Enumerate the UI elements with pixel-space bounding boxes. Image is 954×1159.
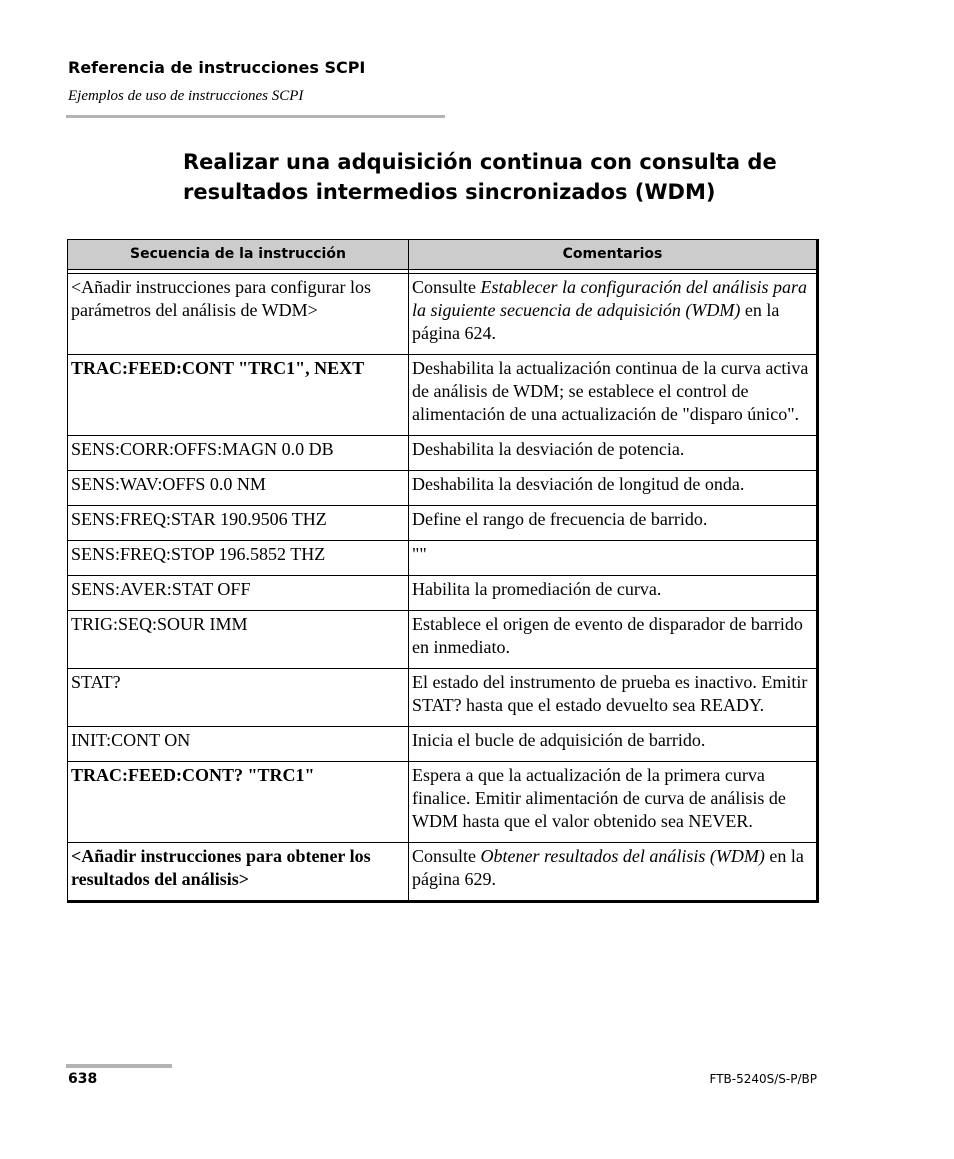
table-row — [68, 274, 818, 355]
instruction-cell: SENS:AVER:STAT OFF — [68, 576, 409, 611]
table-row — [68, 611, 818, 669]
cross-reference-link[interactable]: Obtener resultados del análisis (WDM) — [480, 846, 765, 866]
comment-text: en la página 629. — [412, 846, 804, 889]
comment-cell: Deshabilita la desviación de potencia. — [409, 436, 818, 471]
table-row — [68, 727, 818, 762]
table-row — [68, 541, 818, 576]
table-row — [68, 436, 818, 471]
table-row — [68, 576, 818, 611]
cross-reference-link[interactable]: Establecer la configuración del análisis para la siguiente secuencia de adquisición (WDM) — [412, 277, 807, 320]
instruction-cell: <Añadir instrucciones para configurar los parámetros del análisis de WDM> — [68, 274, 409, 355]
instruction-cell: TRAC:FEED:CONT? "TRC1" — [68, 762, 409, 843]
comment-cell: Deshabilita la actualización continua de la curva activa de análisis de WDM; se establece el control de alimentación de una actualización de "disparo único". — [409, 355, 818, 436]
comment-cell: El estado del instrumento de prueba es inactivo. Emitir STAT? hasta que el estado devuelto sea READY. — [409, 669, 818, 727]
column-header-comments: Comentarios — [409, 240, 818, 270]
comment-cell: Deshabilita la desviación de longitud de onda. — [409, 471, 818, 506]
table-header-row — [68, 240, 818, 270]
instruction-cell: SENS:FREQ:STOP 196.5852 THZ — [68, 541, 409, 576]
comment-cell — [409, 843, 818, 902]
header-divider — [66, 115, 445, 118]
comment-cell: Define el rango de frecuencia de barrido. — [409, 506, 818, 541]
instruction-cell: <Añadir instrucciones para obtener los resultados del análisis> — [68, 843, 409, 902]
comment-cell: Espera a que la actualización de la primera curva finalice. Emitir alimentación de curva de análisis de WDM hasta que el valor obtenido sea NEVER. — [409, 762, 818, 843]
table-row — [68, 762, 818, 843]
table-row — [68, 669, 818, 727]
comment-cell: "" — [409, 541, 818, 576]
running-header-title: Referencia de instrucciones SCPI — [68, 58, 366, 77]
instruction-cell: TRAC:FEED:CONT "TRC1", NEXT — [68, 355, 409, 436]
table-row — [68, 506, 818, 541]
instruction-table — [67, 239, 819, 903]
comment-text: en la página 624. — [412, 300, 780, 343]
page-number: 638 — [68, 1071, 98, 1087]
instruction-cell: SENS:WAV:OFFS 0.0 NM — [68, 471, 409, 506]
comment-cell — [409, 274, 818, 355]
comment-cell: Habilita la promediación de curva. — [409, 576, 818, 611]
comment-text: Consulte — [412, 846, 481, 866]
instruction-cell: TRIG:SEQ:SOUR IMM — [68, 611, 409, 669]
instruction-table-container — [67, 239, 820, 903]
comment-cell: Inicia el bucle de adquisición de barrido. — [409, 727, 818, 762]
instruction-cell: SENS:CORR:OFFS:MAGN 0.0 DB — [68, 436, 409, 471]
comment-cell: Establece el origen de evento de disparador de barrido en inmediato. — [409, 611, 818, 669]
instruction-cell: INIT:CONT ON — [68, 727, 409, 762]
comment-text: Consulte — [412, 277, 481, 297]
footer-divider — [66, 1064, 172, 1068]
table-row — [68, 355, 818, 436]
table-row — [68, 843, 818, 902]
instruction-cell: STAT? — [68, 669, 409, 727]
instruction-cell: SENS:FREQ:STAR 190.9506 THZ — [68, 506, 409, 541]
section-title: Realizar una adquisición continua con consulta de resultados intermedios sincronizados (WDM) — [183, 150, 777, 204]
product-model: FTB-5240S/S-P/BP — [709, 1072, 817, 1086]
column-header-instruction: Secuencia de la instrucción — [68, 240, 409, 270]
running-header-subtitle: Ejemplos de uso de instrucciones SCPI — [68, 88, 304, 104]
table-row — [68, 471, 818, 506]
